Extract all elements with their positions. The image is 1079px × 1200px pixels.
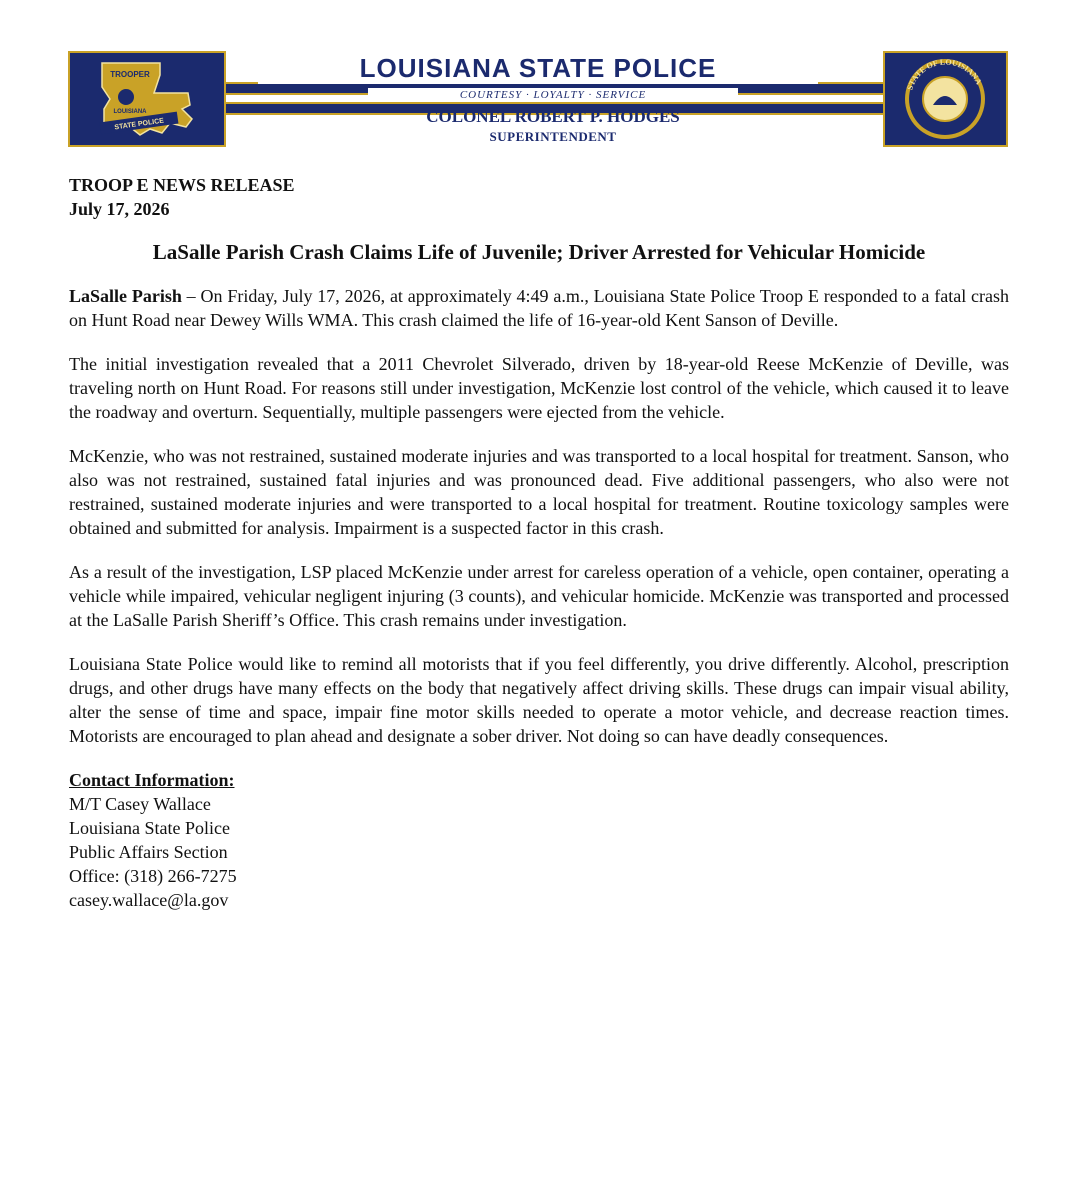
contact-org: Louisiana State Police <box>69 818 230 838</box>
lead-location: LaSalle Parish <box>69 286 182 306</box>
contact-name: M/T Casey Wallace <box>69 794 211 814</box>
paragraph-5: Louisiana State Police would like to remind all motorists that if you feel differently, you drive differently. Alcohol, prescription drugs, and other drugs have many effects on the body that negatively affect driving skills. These drugs can impair visual ability, alter the sense of time and space, impair fine motor skills needed to operate a motor vehicle, and decrease reaction times. Motorists are encouraged to plan ahead and designate a sober driver. Not doing so can have deadly consequences. <box>69 654 1009 746</box>
badge-text-top: TROOPER <box>110 70 150 79</box>
release-label: TROOP E NEWS RELEASE <box>69 175 295 195</box>
superintendent-title: SUPERINTENDENT <box>489 129 617 144</box>
state-seal-logo <box>883 51 1008 147</box>
contact-office-phone: Office: (318) 266-7275 <box>69 866 237 886</box>
agency-name: LOUISIANA STATE POLICE <box>258 53 818 84</box>
paragraph-1 <box>69 284 1009 332</box>
state-seal-icon <box>885 53 1006 145</box>
badge-text-bottom: STATE POLICE <box>114 117 165 132</box>
louisiana-map-badge-icon <box>70 53 224 145</box>
release-date: July 17, 2026 <box>69 199 170 219</box>
contact-information <box>69 768 1009 912</box>
paragraph-4: As a result of the investigation, LSP placed McKenzie under arrest for careless operation of a vehicle, open container, operating a vehicle while impaired, vehicular negligent injuring (3 counts), and vehicular homicide. McKenzie was transported and processed at the LaSalle Parish Sheriff’s Office. This crash remains under investigation. <box>69 562 1009 630</box>
contact-email: casey.wallace@la.gov <box>69 890 229 910</box>
agency-motto: COURTESY · LOYALTY · SERVICE <box>368 88 738 102</box>
trooper-badge-logo <box>68 51 226 147</box>
paragraph-3: McKenzie, who was not restrained, sustained moderate injuries and was transported to a local hospital for treatment. Sanson, who also was not restrained, sustained fatal injuries and was pronounced dead. Five additional passengers, who also were not restrained, sustained moderate injuries and were transported to a local hospital for treatment. Routine toxicology samples were obtained and submitted for analysis. Impairment is a suspected factor in this crash. <box>69 446 1009 538</box>
seal-text: STATE OF LOUISIANA <box>905 57 984 92</box>
superintendent-name: COLONEL ROBERT P. HODGES <box>426 107 680 126</box>
news-release-document <box>69 173 1009 912</box>
paragraph-2: The initial investigation revealed that a 2011 Chevrolet Silverado, driven by 18-year-old Reese McKenzie of Deville, was traveling north on Hunt Road. For reasons still under investigation, McKenzie lost control of the vehicle, which caused it to leave the roadway and overturn. Sequentially, multiple passengers were ejected from the vehicle. <box>69 354 1009 422</box>
paragraph-1-text: – On Friday, July 17, 2026, at approximately 4:49 a.m., Louisiana State Police Troop E responded to a fatal crash on Hunt Road near Dewey Wills WMA. This crash claimed the life of 16-year-old Kent Sanson of Deville. <box>69 286 1010 330</box>
contact-heading: Contact Information: <box>69 770 235 790</box>
contact-section: Public Affairs Section <box>69 842 228 862</box>
badge-text-mid: LOUISIANA <box>113 109 147 115</box>
letterhead <box>68 45 1008 150</box>
headline: LaSalle Parish Crash Claims Life of Juvenile; Driver Arrested for Vehicular Homicide <box>152 240 926 264</box>
